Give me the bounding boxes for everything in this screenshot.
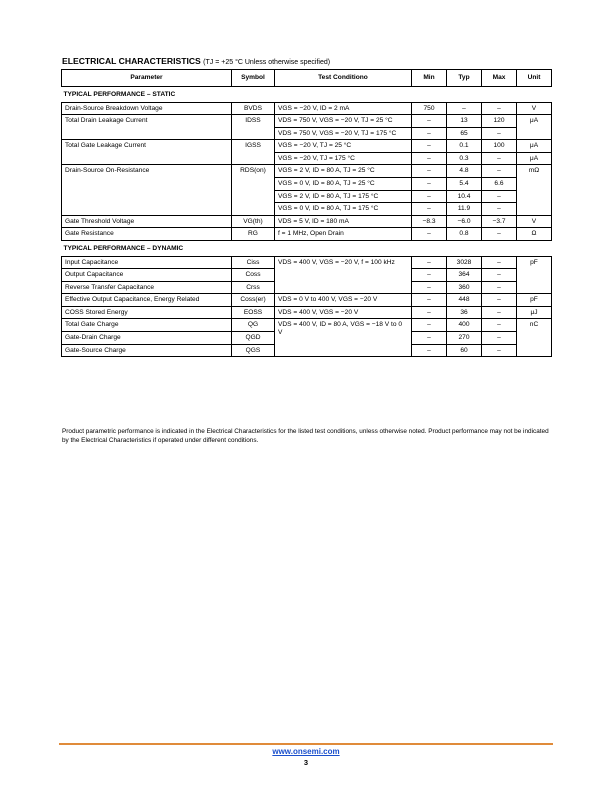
min-cell: – <box>412 306 447 319</box>
symbol-cell: Coss <box>232 269 275 282</box>
max-cell: 120 <box>482 115 517 128</box>
electrical-characteristics-table <box>61 69 552 357</box>
table-row <box>62 165 552 178</box>
cond-cell: VDS = 5 V, ID = 180 mA <box>275 215 412 228</box>
section-title-dynamic: TYPICAL PERFORMANCE – DYNAMIC <box>62 240 552 256</box>
table-row <box>62 102 552 115</box>
footer-website-link[interactable]: www.onsemi.com <box>272 747 340 756</box>
typ-cell: 360 <box>447 281 482 294</box>
max-cell: 100 <box>482 140 517 153</box>
max-cell: – <box>482 165 517 178</box>
symbol-cell: Ciss <box>232 256 275 269</box>
max-cell: – <box>482 344 517 357</box>
min-cell: – <box>412 294 447 307</box>
table-header-row <box>62 70 552 87</box>
table-row <box>62 115 552 128</box>
symbol-cell: IDSS <box>232 115 275 140</box>
param-cell: Reverse Transfer Capacitance <box>62 281 232 294</box>
unit-cell: nC <box>517 319 552 357</box>
max-cell: – <box>482 294 517 307</box>
max-cell: – <box>482 331 517 344</box>
unit-cell: mΩ <box>517 165 552 215</box>
min-cell: – <box>412 140 447 153</box>
typ-cell: 0.3 <box>447 152 482 165</box>
symbol-cell: RDS(on) <box>232 165 275 215</box>
param-cell: Gate-Drain Charge <box>62 331 232 344</box>
min-cell: 750 <box>412 102 447 115</box>
column-header: Max <box>482 70 517 87</box>
min-cell: – <box>412 165 447 178</box>
cond-cell: VDS = 400 V, ID = 80 A, VGS = −18 V to 0 V <box>275 319 412 357</box>
param-cell: COSS Stored Energy <box>62 306 232 319</box>
cond-cell: VDS = 750 V, VGS = −20 V, TJ = 25 °C <box>275 115 412 128</box>
min-cell: – <box>412 344 447 357</box>
typ-cell: 400 <box>447 319 482 332</box>
min-cell: −8.3 <box>412 215 447 228</box>
cond-cell: VDS = 750 V, VGS = −20 V, TJ = 175 °C <box>275 127 412 140</box>
param-cell: Drain-Source Breakdown Voltage <box>62 102 232 115</box>
param-cell: Gate Resistance <box>62 228 232 241</box>
cond-cell: VGS = 0 V, ID = 80 A, TJ = 25 °C <box>275 178 412 191</box>
unit-cell: μA <box>517 115 552 140</box>
page-number: 3 <box>303 758 309 767</box>
symbol-cell: RG <box>232 228 275 241</box>
symbol-cell: IGSS <box>232 140 275 165</box>
typ-cell: 448 <box>447 294 482 307</box>
symbol-cell: QGD <box>232 331 275 344</box>
unit-cell: μA <box>517 152 552 165</box>
min-cell: – <box>412 331 447 344</box>
unit-cell: μA <box>517 140 552 153</box>
typ-cell: 60 <box>447 344 482 357</box>
typ-cell: −6.0 <box>447 215 482 228</box>
max-cell: – <box>482 269 517 282</box>
unit-cell: pF <box>517 294 552 307</box>
max-cell: – <box>482 319 517 332</box>
column-header: Unit <box>517 70 552 87</box>
param-cell: Total Gate Leakage Current <box>62 140 232 165</box>
max-cell: 6.6 <box>482 178 517 191</box>
min-cell: – <box>412 256 447 269</box>
max-cell: – <box>482 152 517 165</box>
param-cell: Input Capacitance <box>62 256 232 269</box>
param-cell: Effective Output Capacitance, Energy Related <box>62 294 232 307</box>
table-row <box>62 215 552 228</box>
max-cell: – <box>482 306 517 319</box>
cond-cell: VGS = 2 V, ID = 80 A, TJ = 175 °C <box>275 190 412 203</box>
max-cell: – <box>482 203 517 216</box>
typ-cell: 65 <box>447 127 482 140</box>
cond-cell: VGS = 0 V, ID = 80 A, TJ = 175 °C <box>275 203 412 216</box>
section-title-static: TYPICAL PERFORMANCE – STATIC <box>62 87 552 103</box>
table-row <box>62 319 552 332</box>
typ-cell: 3028 <box>447 256 482 269</box>
cond-cell: VGS = −20 V, ID = 2 mA <box>275 102 412 115</box>
table-row <box>62 256 552 269</box>
param-cell: Gate-Source Charge <box>62 344 232 357</box>
max-cell: – <box>482 102 517 115</box>
symbol-cell: QG <box>232 319 275 332</box>
param-cell: Total Gate Charge <box>62 319 232 332</box>
cond-cell: VGS = −20 V, TJ = 175 °C <box>275 152 412 165</box>
table-row <box>62 140 552 153</box>
footnote: Product parametric performance is indicated in the Electrical Characteristics for the listed test conditions, unless otherwise noted. Product performance may not be indicated by the Electrical Characteristics if operated under different conditions. <box>62 428 549 444</box>
cond-cell: VDS = 0 V to 400 V, VGS = −20 V <box>275 294 412 307</box>
unit-cell: V <box>517 215 552 228</box>
min-cell: – <box>412 319 447 332</box>
typ-cell: 4.8 <box>447 165 482 178</box>
symbol-cell: VG(th) <box>232 215 275 228</box>
typ-cell: 10.4 <box>447 190 482 203</box>
section-row <box>62 240 552 256</box>
max-cell: – <box>482 256 517 269</box>
typ-cell: 0.8 <box>447 228 482 241</box>
unit-cell: pF <box>517 256 552 294</box>
cond-cell: f = 1 MHz, Open Drain <box>275 228 412 241</box>
table-row <box>62 228 552 241</box>
param-cell: Total Drain Leakage Current <box>62 115 232 140</box>
column-header: Parameter <box>62 70 232 87</box>
typ-cell: 11.9 <box>447 203 482 216</box>
min-cell: – <box>412 178 447 191</box>
min-cell: – <box>412 203 447 216</box>
typ-cell: – <box>447 102 482 115</box>
symbol-cell: Crss <box>232 281 275 294</box>
min-cell: – <box>412 228 447 241</box>
column-header: Test Conditiono <box>275 70 412 87</box>
typ-cell: 36 <box>447 306 482 319</box>
cond-cell: VGS = 2 V, ID = 80 A, TJ = 25 °C <box>275 165 412 178</box>
cond-cell: VDS = 400 V, VGS = −20 V <box>275 306 412 319</box>
typ-cell: 364 <box>447 269 482 282</box>
typ-cell: 0.1 <box>447 140 482 153</box>
symbol-cell: QGS <box>232 344 275 357</box>
unit-cell: μJ <box>517 306 552 319</box>
cond-cell: VGS = −20 V, TJ = 25 °C <box>275 140 412 153</box>
symbol-cell: Coss(er) <box>232 294 275 307</box>
min-cell: – <box>412 190 447 203</box>
max-cell: – <box>482 127 517 140</box>
max-cell: – <box>482 281 517 294</box>
min-cell: – <box>412 152 447 165</box>
unit-cell: Ω <box>517 228 552 241</box>
typ-cell: 13 <box>447 115 482 128</box>
param-cell: Drain-Source On-Resistance <box>62 165 232 215</box>
page-title <box>62 56 330 66</box>
column-header: Typ <box>447 70 482 87</box>
min-cell: – <box>412 281 447 294</box>
table-heading: ELECTRICAL CHARACTERISTICS <box>62 56 201 66</box>
typ-cell: 5.4 <box>447 178 482 191</box>
param-cell: Gate Threshold Voltage <box>62 215 232 228</box>
param-cell: Output Capacitance <box>62 269 232 282</box>
symbol-cell: EOSS <box>232 306 275 319</box>
cond-cell: VDS = 400 V, VGS = −20 V, f = 100 kHz <box>275 256 412 294</box>
column-header: Min <box>412 70 447 87</box>
max-cell: −3.7 <box>482 215 517 228</box>
symbol-cell: BVDS <box>232 102 275 115</box>
footer-divider <box>59 743 553 745</box>
min-cell: – <box>412 115 447 128</box>
table-heading-condition: (TJ = +25 °C Unless otherwise specified) <box>203 59 331 66</box>
column-header: Symbol <box>232 70 275 87</box>
section-row <box>62 87 552 103</box>
unit-cell: V <box>517 102 552 115</box>
table-row <box>62 294 552 307</box>
table-row <box>62 306 552 319</box>
min-cell: – <box>412 127 447 140</box>
max-cell: – <box>482 228 517 241</box>
min-cell: – <box>412 269 447 282</box>
max-cell: – <box>482 190 517 203</box>
typ-cell: 270 <box>447 331 482 344</box>
